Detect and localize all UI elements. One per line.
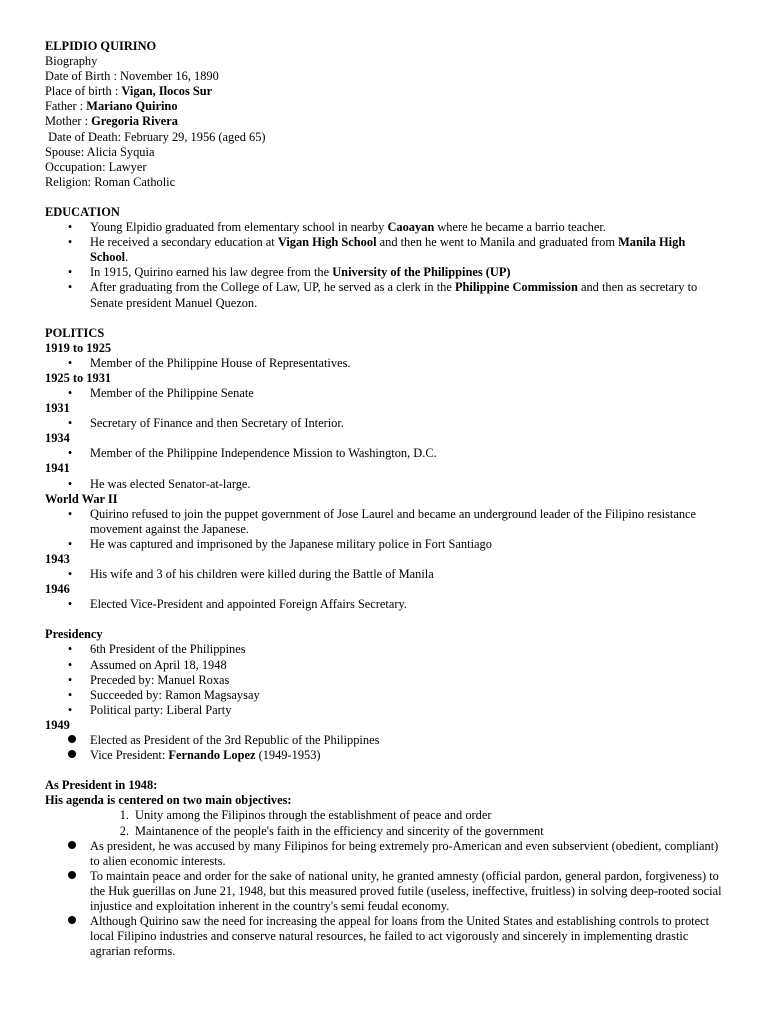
spacer [45,190,725,205]
education-heading: EDUCATION [45,204,120,219]
text: As president, he was accused by many Filipinos for being extremely pro-American and even subservient (obedient, compliant) to alien economic interests. [90,838,719,868]
mother-line [45,114,725,129]
list-item [45,220,725,235]
document-body [45,39,725,959]
list-item [45,688,725,703]
period-list [45,597,725,612]
period-title: 1925 to 1931 [45,370,112,385]
text: He was captured and imprisoned by the Japanese military police in Fort Santiago [90,536,492,551]
school-name: Vigan High School [277,235,377,250]
school-name: University of the Philippines (UP) [332,265,511,280]
spouse-value: Alicia Syquia [86,144,155,159]
bullet-icon: • [67,702,73,717]
period-list [45,733,725,763]
period-title: 1919 to 1925 [45,340,112,355]
list-item [45,733,725,748]
objectives-list [45,808,725,838]
period-title: 1949 [45,717,70,732]
bullet-icon: • [67,355,73,370]
mother-value: Gregoria Rivera [91,114,178,129]
spouse-label: Spouse: [45,144,87,159]
politics-heading: POLITICS [45,325,105,340]
dod-value: February 29, 1956 (aged 65) [124,129,266,144]
bullet-icon: • [67,220,73,235]
list-item [45,839,725,869]
agenda-heading: His agenda is centered on two main objectives: [45,793,292,808]
spacer [45,612,725,627]
text: After graduating from the College of Law, UP, he served as a clerk in the [90,280,455,295]
period-title: 1941 [45,461,70,476]
text: Preceded by: Manuel Roxas [90,672,230,687]
spouse-line [45,145,725,160]
place-name: Caoayan [387,220,435,235]
education-section [45,205,725,311]
doc-subtitle: Biography [45,54,98,69]
list-item [45,356,725,371]
presidency-heading: Presidency [45,627,103,642]
list-item [45,748,725,763]
presidency-section [45,627,725,763]
dob-value: November 16, 1890 [120,69,219,84]
text: Maintanence of the people's faith in the efficiency and sincerity of the government [135,823,544,838]
text: . [125,250,129,265]
dob-line [45,69,725,84]
text: where he became a barrio teacher. [434,220,606,235]
dot-bullet-icon [66,748,78,763]
politics-section [45,326,725,613]
pob-line [45,84,725,99]
list-item [45,597,725,612]
as-president-heading: As President in 1948: [45,778,158,793]
bullet-icon: • [67,687,73,702]
person-name: ELPIDIO QUIRINO [45,39,157,53]
bullet-icon: • [67,476,73,491]
bullet-icon: • [67,506,73,521]
father-line [45,99,725,114]
text: Quirino refused to join the puppet government of Jose Laurel and became an underground leader of the Filipino resistance movement against the Japanese. [90,506,697,536]
mother-label: Mother : [45,114,92,129]
dod-line [45,130,725,145]
period-list [45,477,725,492]
list-item [45,446,725,461]
period-title: 1946 [45,582,70,597]
presidency-list [45,642,725,717]
text: and then he went to Manila and graduated from [376,235,619,250]
text: He received a secondary education at [90,235,278,250]
text: He was elected Senator-at-large. [90,476,251,491]
period-title: 1931 [45,401,70,416]
text: Member of the Philippine Senate [90,385,254,400]
text: In 1915, Quirino earned his law degree from the [90,265,333,280]
list-item [45,658,725,673]
bullet-icon: • [67,536,73,551]
item-number: 2. [119,823,129,838]
text: Assumed on April 18, 1948 [90,657,227,672]
bullet-icon: • [67,597,73,612]
period-list [45,446,725,461]
spacer [45,763,725,778]
list-item [45,642,725,657]
bullet-icon: • [67,235,73,250]
text: Member of the Philippine Independence Mission to Washington, D.C. [90,446,437,461]
list-item [45,537,725,552]
text: Member of the Philippine House of Representatives. [90,355,351,370]
education-list [45,220,725,311]
period-list [45,386,725,401]
text: Elected as President of the 3rd Republic of the Philippines [90,733,380,748]
as-president-section [45,778,725,959]
period-list [45,567,725,582]
period-title: 1943 [45,552,70,566]
bullet-icon: • [67,567,73,582]
bullet-icon: • [67,385,73,400]
bullet-icon: • [67,642,73,657]
text: Unity among the Filipinos through the establishment of peace and order [135,808,492,823]
bullet-icon: • [67,446,73,461]
period-title: 1934 [45,431,70,446]
list-item [45,673,725,688]
dot-bullet-icon [66,914,78,929]
religion-line [45,175,725,190]
biography-header [45,39,725,190]
text: Political party: Liberal Party [90,702,232,717]
list-item [45,386,725,401]
father-label: Father : [45,99,87,114]
president-notes-list [45,839,725,960]
dot-bullet-icon [66,839,78,854]
bullet-icon: • [67,265,73,280]
list-item [45,265,725,280]
list-item [45,703,725,718]
period-list [45,356,725,371]
occupation-label: Occupation: [45,159,109,174]
dot-bullet-icon [66,869,78,884]
dob-label: Date of Birth : [45,69,121,84]
vp-name: Fernando Lopez [168,748,256,763]
numbered-item [45,824,725,839]
numbered-item [45,808,725,823]
school-name: Manila High School [90,235,686,265]
list-item [45,477,725,492]
text: Elected Vice-President and appointed Foreign Affairs Secretary. [90,597,407,612]
text: To maintain peace and order for the sake of national unity, he granted amnesty (official pardon, general pardon, forgiveness) to the Huk guerillas on June 21, 1948, but this measured proved futile (useless, ineffective, fruitless) in solving deep-rooted social injustice and exploitation inherent in the country's semi feudal economy. [90,868,722,913]
pob-value: Vigan, Ilocos Sur [121,84,213,99]
text: Vice President: [90,748,169,763]
list-item [45,567,725,582]
dod-label: Date of Death: [45,129,125,144]
text: Young Elpidio graduated from elementary school in nearby [90,220,388,235]
text: and then as secretary to Senate president Manuel Quezon. [90,280,698,310]
list-item [45,280,725,310]
religion-value: Roman Catholic [94,174,176,189]
text: Although Quirino saw the need for increasing the appeal for loans from the United States and establishing controls to protect local Filipino industries and conserve natural resources, he failed to act vigorously and sincerely in implementing drastic agrarian reforms. [90,914,710,959]
list-item [45,235,725,265]
dot-bullet-icon [66,733,78,748]
org-name: Philippine Commission [454,280,578,295]
spacer [45,311,725,326]
list-item [45,914,725,959]
bullet-icon: • [67,280,73,295]
list-item [45,507,725,537]
period-list [45,507,725,552]
pob-label: Place of birth : [45,84,122,99]
period-title: World War II [45,491,118,506]
occupation-line [45,160,725,175]
list-item [45,416,725,431]
occupation-value: Lawyer [108,159,147,174]
bullet-icon: • [67,657,73,672]
text: Secretary of Finance and then Secretary of Interior. [90,416,344,431]
item-number: 1. [119,808,129,823]
religion-label: Religion: [45,174,95,189]
text: Succeeded by: Ramon Magsaysay [90,687,260,702]
text: His wife and 3 of his children were killed during the Battle of Manila [90,567,434,582]
father-value: Mariano Quirino [86,99,178,114]
bullet-icon: • [67,416,73,431]
period-list [45,416,725,431]
text: (1949-1953) [255,748,321,763]
text: 6th President of the Philippines [90,642,246,657]
list-item [45,869,725,914]
bullet-icon: • [67,672,73,687]
